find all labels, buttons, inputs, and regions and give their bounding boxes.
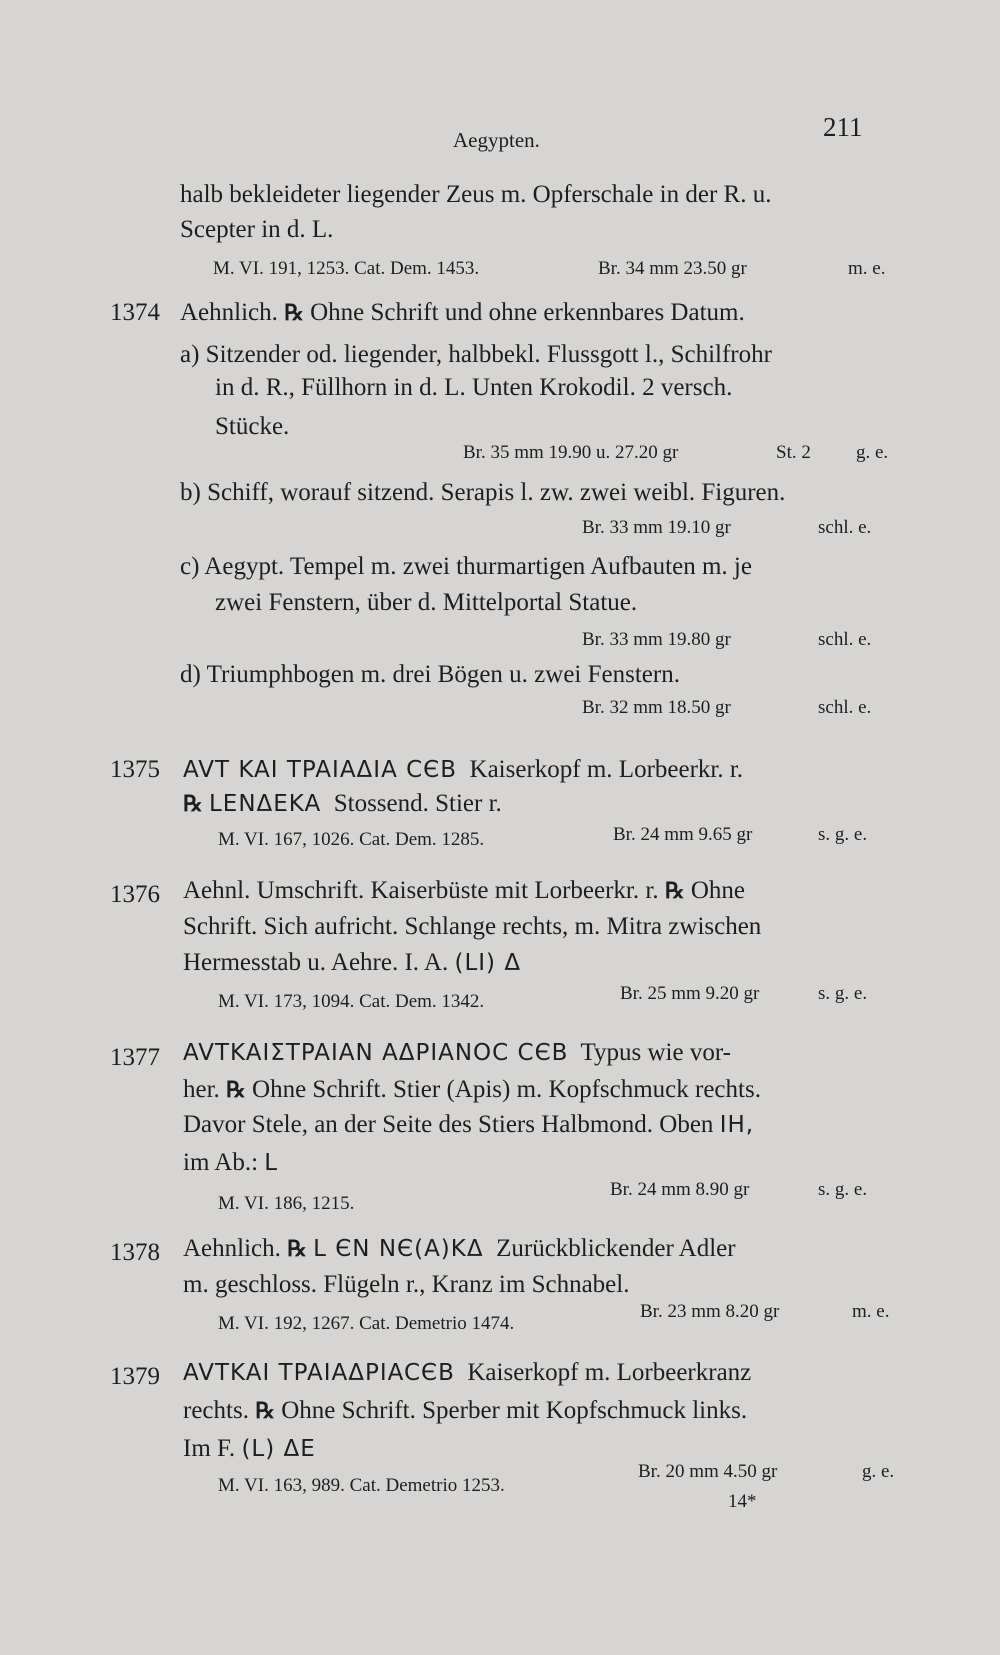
greek-legend: L bbox=[264, 1150, 279, 1176]
reverse-symbol: ℞ bbox=[255, 1398, 275, 1424]
text-line: Stücke. bbox=[215, 413, 290, 440]
grade: g. e. bbox=[862, 1461, 895, 1482]
reverse-symbol: ℞ bbox=[183, 791, 203, 817]
text-line: b) Schiff, worauf sitzend. Serapis l. zw. zwei weibl. Figuren. bbox=[180, 479, 786, 506]
greek-legend: (LI) Δ bbox=[454, 950, 522, 976]
page-number: 211 bbox=[823, 112, 863, 142]
signature-mark: 14* bbox=[728, 1491, 757, 1512]
measurement: Br. 20 mm 4.50 gr bbox=[638, 1461, 778, 1482]
measurement: Br. 35 mm 19.90 u. 27.20 gr bbox=[463, 442, 679, 463]
entry-number: 1378 bbox=[110, 1239, 160, 1266]
greek-legend: AVTKAIΣTPAIAN AΔPIANOC CЄB bbox=[183, 1040, 569, 1066]
text-line: zwei Fenstern, über d. Mittelportal Statue. bbox=[215, 589, 638, 616]
grade: s. g. e. bbox=[818, 1179, 868, 1200]
text-line: Aehnl. Umschrift. Kaiserbüste mit Lorbeerkr. r. ℞ Ohne bbox=[183, 877, 745, 904]
grade: s. g. e. bbox=[818, 824, 868, 845]
greek-legend: IH, bbox=[719, 1112, 755, 1138]
greek-legend: AVT KAI TPAIAΔIA CЄB bbox=[183, 757, 458, 783]
measurement: Br. 25 mm 9.20 gr bbox=[620, 983, 760, 1004]
text-line: Aehnlich. ℞ Ohne Schrift und ohne erkennbares Datum. bbox=[180, 299, 745, 326]
text-line: AVT KAI TPAIAΔIA CЄB Kaiserkopf m. Lorbeerkr. r. bbox=[183, 756, 744, 783]
reverse-symbol: ℞ bbox=[664, 878, 685, 904]
text-line: Schrift. Sich aufricht. Schlange rechts, m. Mitra zwischen bbox=[183, 913, 762, 940]
grade: m. e. bbox=[848, 258, 886, 279]
text-line: c) Aegypt. Tempel m. zwei thurmartigen Aufbauten m. je bbox=[180, 553, 752, 580]
text-line: d) Triumphbogen m. drei Bögen u. zwei Fenstern. bbox=[180, 661, 680, 688]
text-line: im Ab.: L bbox=[183, 1149, 279, 1176]
text-line: AVTKAI TPAIAΔPIACЄB Kaiserkopf m. Lorbeerkranz bbox=[183, 1359, 752, 1386]
reference: M. VI. 191, 1253. Cat. Dem. 1453. bbox=[213, 258, 480, 279]
text-line: Davor Stele, an der Seite des Stiers Halbmond. Oben IH, bbox=[183, 1111, 755, 1138]
grade: s. g. e. bbox=[818, 983, 868, 1004]
measurement: Br. 33 mm 19.10 gr bbox=[582, 517, 731, 538]
measurement: Br. 23 mm 8.20 gr bbox=[640, 1301, 780, 1322]
text-line: Hermesstab u. Aehre. I. A. (LI) Δ bbox=[183, 949, 522, 976]
grade: schl. e. bbox=[818, 517, 872, 538]
text-line: in d. R., Füllhorn in d. L. Unten Krokodil. 2 versch. bbox=[215, 374, 733, 401]
measurement: Br. 33 mm 19.80 gr bbox=[582, 629, 731, 650]
entry-number: 1374 bbox=[110, 299, 160, 326]
entry-number: 1375 bbox=[110, 756, 160, 783]
text-line: rechts. ℞ Ohne Schrift. Sperber mit Kopfschmuck links. bbox=[183, 1397, 748, 1424]
text-line: m. geschloss. Flügeln r., Kranz im Schnabel. bbox=[183, 1271, 630, 1298]
text-line: ℞ LENΔEKA Stossend. Stier r. bbox=[183, 790, 502, 817]
reverse-symbol: ℞ bbox=[284, 300, 304, 326]
entry-number: 1379 bbox=[110, 1363, 160, 1390]
text-line: AVTKAIΣTPAIAN AΔPIANOC CЄB Typus wie vor- bbox=[183, 1039, 731, 1066]
reference: M. VI. 163, 989. Cat. Demetrio 1253. bbox=[218, 1475, 505, 1496]
entry-number: 1376 bbox=[110, 881, 160, 908]
reverse-symbol: ℞ bbox=[226, 1077, 246, 1103]
running-header: Aegypten. bbox=[453, 128, 540, 152]
measurement: Br. 32 mm 18.50 gr bbox=[582, 697, 731, 718]
reference: M. VI. 192, 1267. Cat. Demetrio 1474. bbox=[218, 1313, 515, 1334]
text-line: Im F. (L) ΔE bbox=[183, 1435, 316, 1462]
text-line: Scepter in d. L. bbox=[180, 216, 334, 243]
reference: M. VI. 173, 1094. Cat. Dem. 1342. bbox=[218, 991, 485, 1012]
greek-legend: (L) ΔE bbox=[241, 1436, 316, 1462]
greek-legend: LENΔEKA bbox=[208, 791, 322, 817]
greek-legend: AVTKAI TPAIAΔPIACЄB bbox=[183, 1360, 455, 1386]
grade: schl. e. bbox=[818, 697, 872, 718]
count: St. 2 bbox=[776, 442, 811, 463]
entry-number: 1377 bbox=[110, 1044, 160, 1071]
text-line: her. ℞ Ohne Schrift. Stier (Apis) m. Kopfschmuck rechts. bbox=[183, 1076, 761, 1103]
grade: schl. e. bbox=[818, 629, 872, 650]
reference: M. VI. 167, 1026. Cat. Dem. 1285. bbox=[218, 829, 485, 850]
measurement: Br. 34 mm 23.50 gr bbox=[598, 258, 747, 279]
greek-legend: L ЄN NЄ(A)KΔ bbox=[313, 1236, 484, 1262]
text-line: a) Sitzender od. liegender, halbbekl. Flussgott l., Schilfrohr bbox=[180, 341, 772, 368]
text-line: halb bekleideter liegender Zeus m. Opferschale in der R. u. bbox=[180, 181, 772, 208]
grade: m. e. bbox=[852, 1301, 890, 1322]
reverse-symbol: ℞ bbox=[287, 1236, 307, 1262]
reference: M. VI. 186, 1215. bbox=[218, 1193, 355, 1214]
grade: g. e. bbox=[856, 442, 889, 463]
measurement: Br. 24 mm 9.65 gr bbox=[613, 824, 753, 845]
measurement: Br. 24 mm 8.90 gr bbox=[610, 1179, 750, 1200]
text-line: Aehnlich. ℞ L ЄN NЄ(A)KΔ Zurückblickender Adler bbox=[183, 1235, 736, 1262]
